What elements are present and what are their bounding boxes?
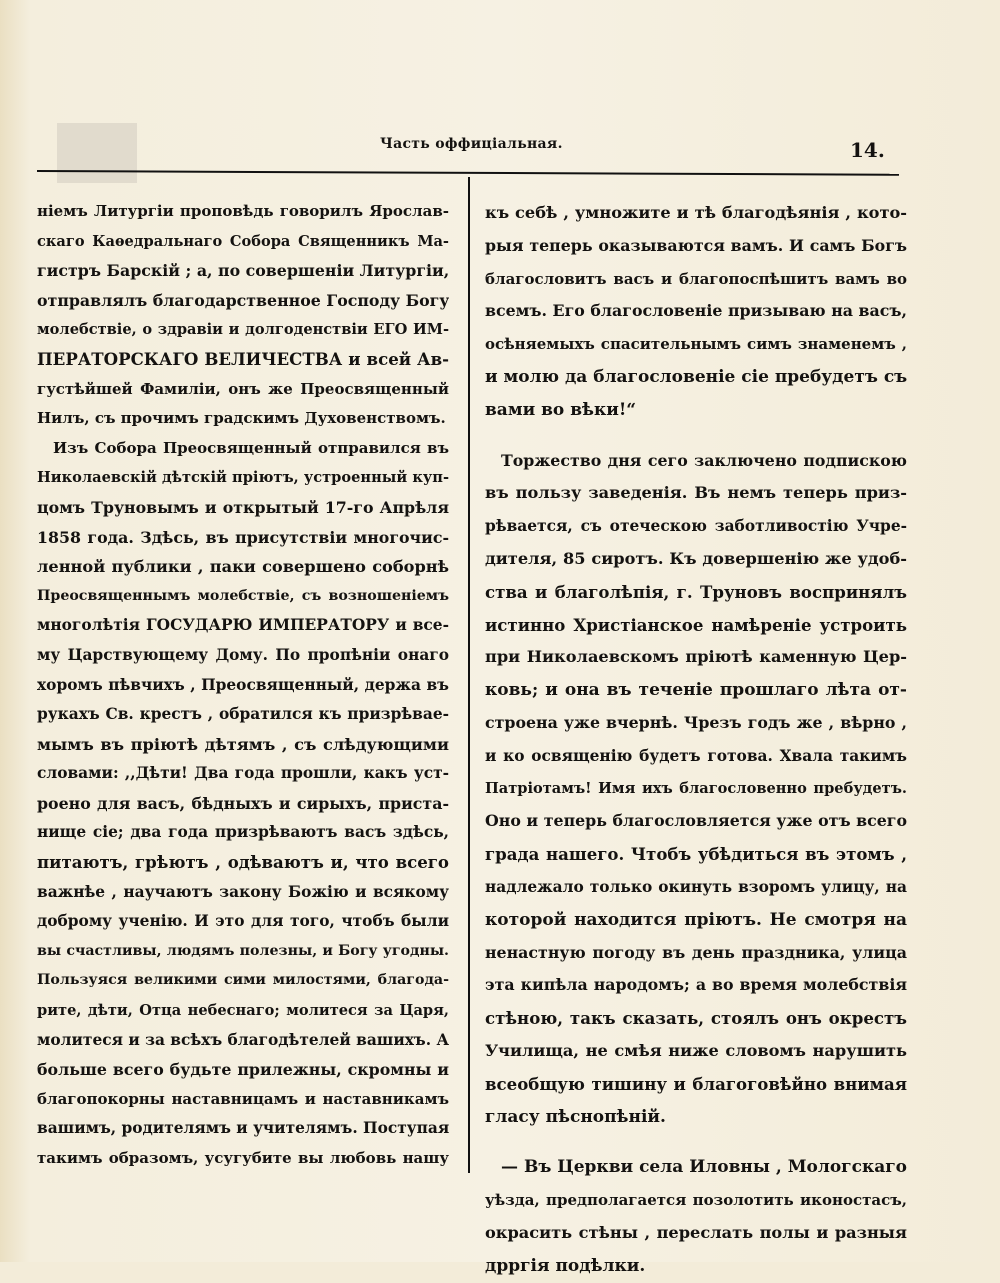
text-line: молитеся и за всѣхъ благодѣтелей вашихъ. А xyxy=(37,1030,449,1049)
text-line: надлежало только окинуть взоромъ улицу, на xyxy=(485,877,907,896)
text-line: ненастную погоду въ день праздника, улица xyxy=(485,942,907,962)
column-divider xyxy=(468,177,470,1173)
text-line: рукахъ Св. крестъ , обратился къ призрѣвае- xyxy=(37,705,449,724)
text-line: нище сіе; два года призрѣваютъ васъ здѣсь, xyxy=(37,823,449,842)
text-line: многолѣтія ГОСУДАРЮ ИМПЕРАТОРУ и все- xyxy=(37,616,449,635)
text-line: истинно Христіанское намѣреніе устроить xyxy=(485,614,907,635)
text-line: роено для васъ, бѣдныхъ и сирыхъ, приста- xyxy=(37,793,449,813)
text-line: при Николаевскомъ пріютѣ каменную Цер- xyxy=(485,647,907,667)
page-number: 14. xyxy=(850,138,885,162)
text-line: важнѣе , научаютъ закону Божію и всякому xyxy=(37,882,449,901)
text-line: молебствіе, о здравіи и долгоденствіи ЕГО ИМ- xyxy=(37,321,449,339)
text-line: уѣзда, предполагается позолотить иконостасъ, xyxy=(485,1191,907,1210)
text-line: цомъ Труновымъ и открытый 17-го Апрѣля xyxy=(37,497,449,517)
text-line: густѣйшей Фамиліи, онъ же Преосвященный xyxy=(37,379,449,398)
text-line: такимъ образомъ, усугубите вы любовь нашу xyxy=(37,1149,449,1167)
text-line: хоромъ пѣвчихъ , Преосвященный, держа въ xyxy=(37,675,449,694)
text-line: которой находится пріютъ. Не смотря на xyxy=(485,909,907,930)
text-line: ПЕРАТОРСКАГО ВЕЛИЧЕСТВА и всей Ав- xyxy=(37,348,449,369)
text-line: 1858 года. Здѣсь, въ присутствіи многочис- xyxy=(37,527,449,547)
header-rule xyxy=(37,170,899,176)
paragraph xyxy=(485,197,907,427)
text-line: Училища, не смѣя ниже словомъ нарушить xyxy=(485,1040,907,1060)
paragraph xyxy=(485,445,907,1134)
paragraph-gap xyxy=(485,1133,907,1151)
text-line: къ себѣ , умножите и тѣ благодѣянія , кото- xyxy=(485,203,907,222)
text-line: гласу пѣснопѣній. xyxy=(485,1106,666,1127)
text-line: словами: ,,Дѣти! Два года прошли, какъ уст- xyxy=(37,764,449,783)
text-line: отправлялъ благодарственное Господу Богу xyxy=(37,290,449,310)
paragraph-gap xyxy=(485,427,907,445)
right-column xyxy=(485,197,907,1283)
text-line: питаютъ, грѣютъ , одѣваютъ и, что всего xyxy=(37,852,449,873)
text-line: рѣвается, съ отеческою заботливостію Учре- xyxy=(485,517,907,536)
text-line: дрргія подѣлки. xyxy=(485,1255,646,1276)
text-line: мымъ въ пріютѣ дѣтямъ , съ слѣдующими xyxy=(37,734,449,754)
text-line: благопокорны наставницамъ и наставникамъ xyxy=(37,1089,449,1108)
text-line: эта кипѣла народомъ; а во время молебствія xyxy=(485,975,907,995)
text-line: Торжество дня сего заключено подпискою xyxy=(501,450,907,470)
text-line: гистръ Барскій ; а, по совершеніи Литургіи, xyxy=(37,261,449,281)
text-line: вы счастливы, людямъ полезны, и Богу угодны. xyxy=(37,942,449,959)
text-line: благословитъ васъ и благопоспѣшитъ вамъ во xyxy=(485,269,907,288)
text-line: ства и благолѣпія, г. Труновъ воспринялъ xyxy=(485,581,907,602)
text-line: Оно и теперь благословляется уже отъ всего xyxy=(485,811,907,831)
text-line: вашимъ, родителямъ и учителямъ. Поступая xyxy=(37,1119,449,1138)
text-line: стѣною, такъ сказать, стоялъ онъ окрестъ xyxy=(485,1008,907,1029)
text-line: ковь; и она въ теченіе прошлаго лѣта от- xyxy=(485,680,907,701)
text-line: — Въ Церкви села Иловны , Мологскаго xyxy=(501,1157,907,1178)
text-line: въ пользу заведенія. Въ немъ теперь приз- xyxy=(485,483,907,503)
text-line: ніемъ Литургіи проповѣдь говорилъ Ярослав- xyxy=(37,202,449,220)
text-line: и ко освященію будетъ готова. Хвала такимъ xyxy=(485,746,907,765)
text-line: Преосвященнымъ молебствіе, съ возношеніемъ xyxy=(37,587,449,604)
text-line: града нашего. Чтобъ убѣдиться въ этомъ , xyxy=(485,844,907,865)
text-line: Пользуяся великими сими милостями, благода- xyxy=(37,972,449,989)
text-line: осѣняемыхъ спасительнымъ симъ знаменемъ , xyxy=(485,335,907,354)
text-line: больше всего будьте прилежны, скромны и xyxy=(37,1060,449,1080)
paper-stain xyxy=(57,123,137,183)
text-line: скаго Каѳедральнаго Собора Священникъ Ма- xyxy=(37,232,449,250)
text-line: и молю да благословеніе сіе пребудетъ съ xyxy=(485,366,907,387)
text-line: Патріотамъ! Имя ихъ благословенно пребудетъ. xyxy=(485,779,907,797)
paragraph xyxy=(485,1151,907,1282)
text-line: Изъ Собора Преосвященный отправился въ xyxy=(53,438,449,457)
text-line: дителя, 85 сиротъ. Къ довершенію же удоб- xyxy=(485,548,907,568)
text-line: ленной публики , паки совершено соборнѣ xyxy=(37,557,449,577)
text-line: строена уже вчернѣ. Чрезъ годъ же , вѣрно , xyxy=(485,712,907,732)
text-line: Николаевскій дѣтскій пріютъ, устроенный куп- xyxy=(37,469,449,487)
text-line: вами во вѣки!“ xyxy=(485,399,637,420)
text-line: му Царствующему Дому. По пропѣніи онаго xyxy=(37,645,449,664)
left-column xyxy=(37,197,449,1174)
text-line: рите, дѣти, Отца небеснаго; молитеся за Царя, xyxy=(37,1002,449,1020)
text-line: всеобщую тишину и благоговѣйно внимая xyxy=(485,1073,907,1094)
text-line: всемъ. Его благословеніе призываю на васъ, xyxy=(485,301,907,321)
text-line: Нилъ, съ прочимъ градскимъ Духовенствомъ. xyxy=(37,409,446,428)
text-line: рыя теперь оказываются вамъ. И самъ Богъ xyxy=(485,235,907,255)
running-header-title: Часть оффиціальная. xyxy=(380,136,563,152)
text-line: окрасить стѣны , переслать полы и разныя xyxy=(485,1222,907,1242)
text-line: доброму ученію. И это для того, чтобъ были xyxy=(37,912,449,931)
